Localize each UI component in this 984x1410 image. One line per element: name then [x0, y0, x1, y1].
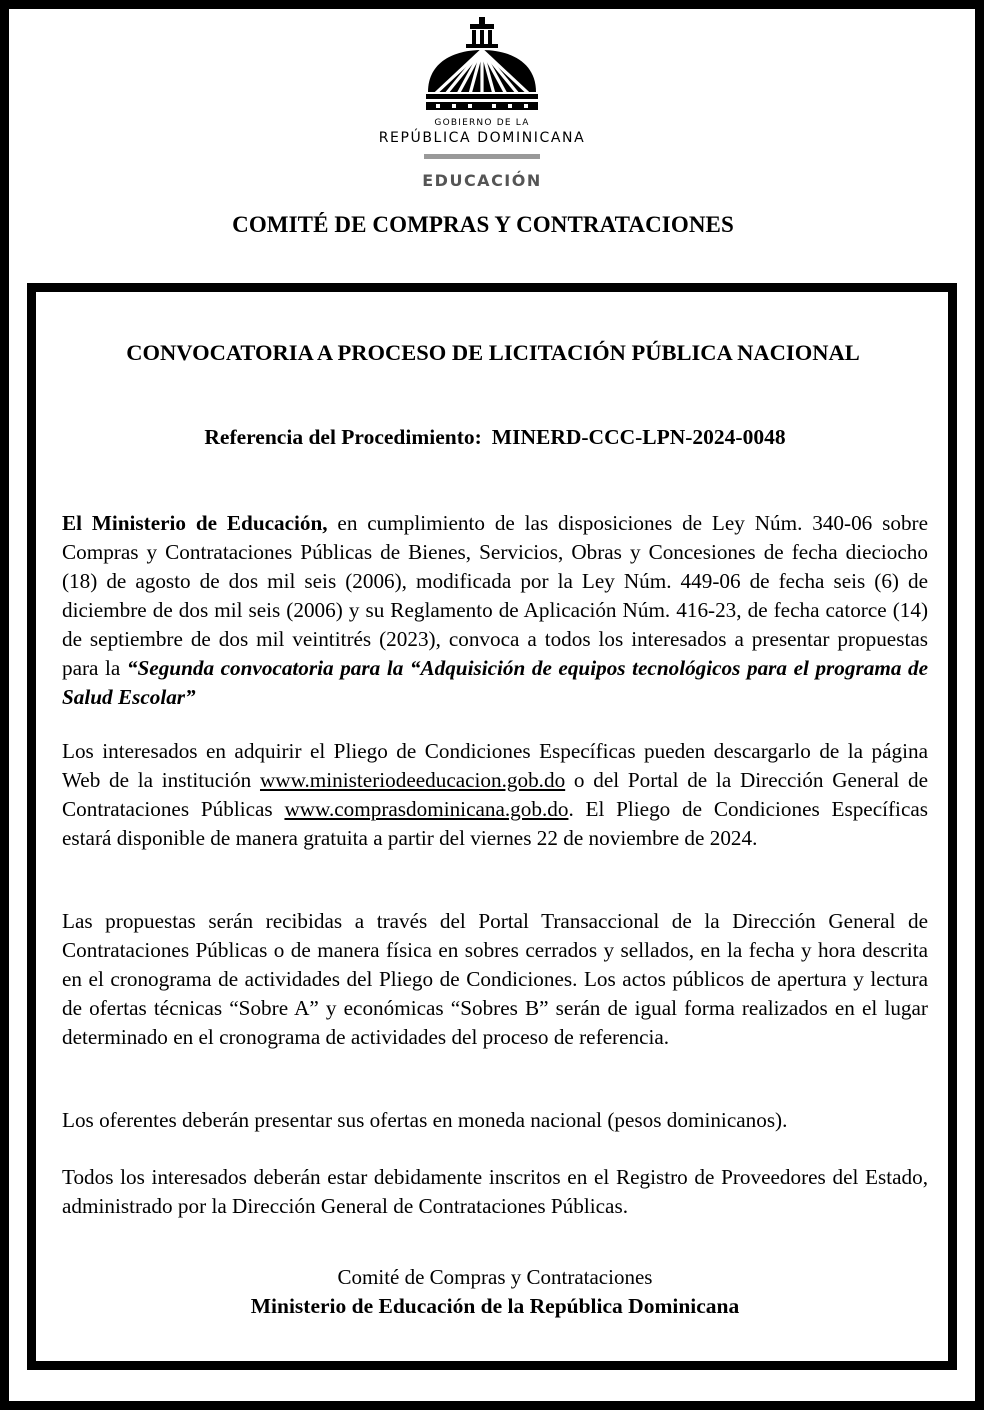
ministry-name: El Ministerio de Educación, — [62, 511, 328, 535]
signature-committee: Comité de Compras y Contrataciones — [337, 1265, 653, 1289]
procurement-subject: “Segunda convocatoria para la “Adquisición de equipos tecnológicos para el programa de Salud Escolar” — [62, 656, 928, 709]
paragraph-registry: Todos los interesados deberán estar debidamente inscritos en el Registro de Proveedores del Estado, administrado por la Dirección General de Contrataciones Públicas. — [62, 1165, 928, 1218]
government-logo — [366, 14, 598, 192]
reference-code: MINERD-CCC-LPN-2024-0048 — [491, 425, 786, 449]
paragraph-currency: Los oferentes deberán presentar sus ofertas en moneda nacional (pesos dominicanos). — [62, 1108, 788, 1132]
logo-line3: EDUCACIÓN — [422, 171, 542, 190]
ministry-website-link[interactable]: www.ministeriodeeducacion.gob.do — [259, 768, 566, 792]
download-text-b: o del Portal de la Dirección General de Contrataciones Públicas — [62, 768, 928, 821]
procedure-reference — [0, 425, 984, 450]
dome-emblem-icon — [366, 14, 598, 192]
reference-label: Referencia del Procedimiento: — [204, 425, 482, 449]
committee-heading: COMITÉ DE COMPRAS Y CONTRATACIONES — [232, 212, 734, 237]
download-text-a: Los interesados en adquirir el Pliego de Condiciones Específicas pueden descargarlo de la página Web de la institución — [62, 739, 928, 792]
logo-line2: REPÚBLICA DOMINICANA — [378, 130, 586, 146]
logo-line1: GOBIERNO DE LA — [434, 118, 530, 128]
paragraph-submission: Las propuestas serán recibidas a través del Portal Transaccional de la Dirección General de Contrataciones Públicas o de manera física en sobres cerrados y sellados, en la fecha y hora descrita en el cronograma de actividades del Pliego de Condiciones. Los actos públicos de apertura y lectura de ofertas técnicas “Sobre A” y económicas “Sobres B” serán de igual forma realizados en el lugar determinado en el cronograma de actividades del proceso de referencia. — [62, 909, 928, 1049]
notice-title: CONVOCATORIA A PROCESO DE LICITACIÓN PÚBLICA NACIONAL — [126, 340, 860, 365]
download-text-c: . El Pliego de Condiciones Específicas estará disponible de manera gratuita a partir del viernes 22 de noviembre de 2024. — [62, 797, 928, 850]
paragraph-download — [62, 737, 928, 853]
paragraph-convocation — [62, 509, 928, 712]
signature-ministry: Ministerio de Educación de la República Dominicana — [250, 1294, 740, 1318]
convocation-text: en cumplimiento de las disposiciones de Ley Núm. 340-06 sobre Compras y Contrataciones Públicas de Bienes, Servicios, Obras y Concesiones de fecha dieciocho (18) de agosto de dos mil seis (2006), modificada por la Ley Núm. 449-06 de fecha seis (6) de diciembre de dos mil seis (2006) y su Reglamento de Aplicación Núm. 416-23, de fecha catorce (14) de septiembre de dos mil veintitrés (2023), convoca a todos los interesados a presentar propuestas para la — [62, 511, 929, 680]
compras-portal-link[interactable]: www.comprasdominicana.gob.do — [284, 797, 569, 821]
